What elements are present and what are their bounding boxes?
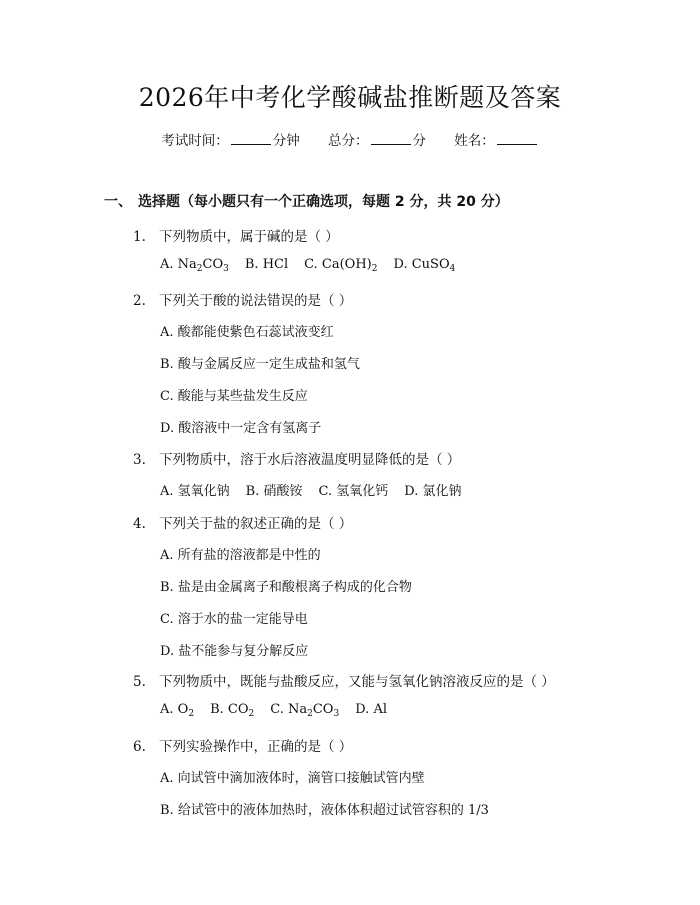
question-number: 4. <box>133 516 146 532</box>
option-formula <box>412 257 456 272</box>
option <box>160 385 308 404</box>
time-label: 考试时间： <box>161 133 229 149</box>
option-text: 向试管中滴加液体时，滴管口接触试管内壁 <box>177 771 425 786</box>
option-letter: B. <box>245 484 264 499</box>
option-letter: A. <box>160 325 178 340</box>
score-blank <box>371 132 411 145</box>
option-text: 酸溶液中一定含有氢离子 <box>178 421 322 436</box>
formula-part: CO <box>312 702 334 717</box>
option-text: 酸能与某些盐发生反应 <box>177 389 308 404</box>
option-letter: C. <box>270 702 288 717</box>
formula-part: Al <box>373 702 387 717</box>
question-number: 5. <box>133 674 146 690</box>
question-number: 1. <box>133 229 146 245</box>
name-field <box>454 132 539 150</box>
option-text: 所有盐的溶液都是中性的 <box>177 548 321 563</box>
option-text: 给试管中的液体加热时，液体体积超过试管容积的 1/3 <box>177 803 489 818</box>
option-row <box>160 480 478 499</box>
question-stem <box>133 735 352 755</box>
option <box>160 767 425 786</box>
option-letter: A. <box>160 702 178 717</box>
option-letter: B. <box>160 580 178 595</box>
option-formula <box>322 257 378 272</box>
option-formula <box>288 702 339 717</box>
option-letter: B. <box>160 803 178 818</box>
option-text: 盐是由金属离子和酸根离子构成的化合物 <box>177 580 412 595</box>
option-letter: A. <box>160 771 178 786</box>
option-text: 氢氧化钠 <box>177 484 230 499</box>
option-letter: D. <box>355 702 374 717</box>
option-text: 氢氧化钙 <box>336 484 389 499</box>
option-letter: D. <box>160 644 179 659</box>
question-stem <box>133 670 555 690</box>
question-stem <box>133 289 352 309</box>
option-letter: D. <box>393 257 412 272</box>
page-title: 2026年中考化学酸碱盐推断题及答案 <box>138 83 562 112</box>
name-blank <box>497 132 537 145</box>
time-field <box>161 132 300 150</box>
time-blank <box>231 132 271 145</box>
score-field <box>328 132 426 150</box>
option <box>245 257 288 272</box>
formula-part: O <box>177 702 189 717</box>
question-text: 下列物质中，既能与盐酸反应，又能与氢氧化钠溶液反应的是（ ） <box>159 674 555 690</box>
question-stem <box>133 225 339 245</box>
subscript: 3 <box>333 709 340 719</box>
question-text: 下列关于酸的说法错误的是（ ） <box>159 293 353 309</box>
option <box>160 480 230 499</box>
option <box>246 480 303 499</box>
option-letter: C. <box>160 612 178 627</box>
time-unit: 分钟 <box>272 133 300 149</box>
option-row <box>160 702 403 719</box>
formula-part: CO <box>202 257 224 272</box>
subscript: 2 <box>307 709 313 719</box>
question-stem <box>133 448 460 468</box>
option-letter: C. <box>318 484 337 499</box>
option <box>160 576 412 595</box>
formula-part: Na <box>177 257 197 272</box>
formula-part: CuSO <box>411 257 450 272</box>
question-number: 3. <box>133 452 146 468</box>
subscript: 2 <box>188 709 195 719</box>
option <box>160 544 321 563</box>
section-text: 选择题（每小题只有一个正确选项，每题 2 分，共 20 分） <box>138 194 509 210</box>
subscript: 4 <box>449 264 456 274</box>
subscript: 2 <box>248 709 255 719</box>
exam-info-line <box>0 132 700 150</box>
question-text: 下列物质中，属于碱的是（ ） <box>159 229 339 245</box>
option-letter: B. <box>160 357 178 372</box>
option-formula <box>373 702 387 717</box>
option <box>160 799 489 818</box>
question-text: 下列关于盐的叙述正确的是（ ） <box>159 516 353 532</box>
option-row <box>160 257 471 274</box>
option <box>319 480 389 499</box>
option-text: 酸都能使紫色石蕊试液变红 <box>177 325 334 340</box>
score-label: 总分： <box>328 133 369 149</box>
question-number: 6. <box>133 739 146 755</box>
option-letter: D. <box>404 484 423 499</box>
option <box>270 702 339 719</box>
option-text: 氯化钠 <box>422 484 462 499</box>
option-letter: C. <box>304 257 322 272</box>
score-unit: 分 <box>412 133 426 149</box>
option <box>160 640 308 659</box>
question-number: 2. <box>133 293 146 309</box>
option-letter: A. <box>160 257 178 272</box>
option-text: 溶于水的盐一定能导电 <box>177 612 308 627</box>
option-formula <box>228 702 254 717</box>
option <box>304 257 377 274</box>
option-formula <box>178 702 194 717</box>
option-text: 酸与金属反应一定生成盐和氢气 <box>177 357 360 372</box>
formula-part: HCl <box>262 257 289 272</box>
section-number: 一、 <box>104 194 132 210</box>
option-letter: C. <box>160 389 178 404</box>
name-label: 姓名： <box>454 133 495 149</box>
option-letter: A. <box>160 484 178 499</box>
option-letter: B. <box>210 702 228 717</box>
question-text: 下列物质中，溶于水后溶液温度明显降低的是（ ） <box>159 452 461 468</box>
option-letter: B. <box>244 257 263 272</box>
option <box>393 257 455 274</box>
question-text: 下列实验操作中，正确的是（ ） <box>159 739 353 755</box>
option <box>160 702 194 719</box>
question-stem <box>133 512 352 532</box>
formula-part: CO <box>227 702 249 717</box>
option <box>355 702 387 717</box>
subscript: 2 <box>196 264 203 274</box>
formula-part: Ca(OH) <box>321 257 372 272</box>
option-formula <box>178 257 229 272</box>
option <box>210 702 254 719</box>
option <box>160 417 321 436</box>
subscript: 3 <box>223 264 229 274</box>
subscript: 2 <box>371 264 378 274</box>
option <box>160 353 360 372</box>
option <box>404 480 461 499</box>
option-formula <box>263 257 288 272</box>
option-text: 硝酸铵 <box>263 484 303 499</box>
option-letter: A. <box>160 548 178 563</box>
formula-part: Na <box>287 702 308 717</box>
option <box>160 608 308 627</box>
section-heading <box>104 191 509 211</box>
option-text: 盐不能参与复分解反应 <box>178 644 309 659</box>
option-letter: D. <box>160 421 179 436</box>
option <box>160 257 229 274</box>
option <box>160 321 334 340</box>
